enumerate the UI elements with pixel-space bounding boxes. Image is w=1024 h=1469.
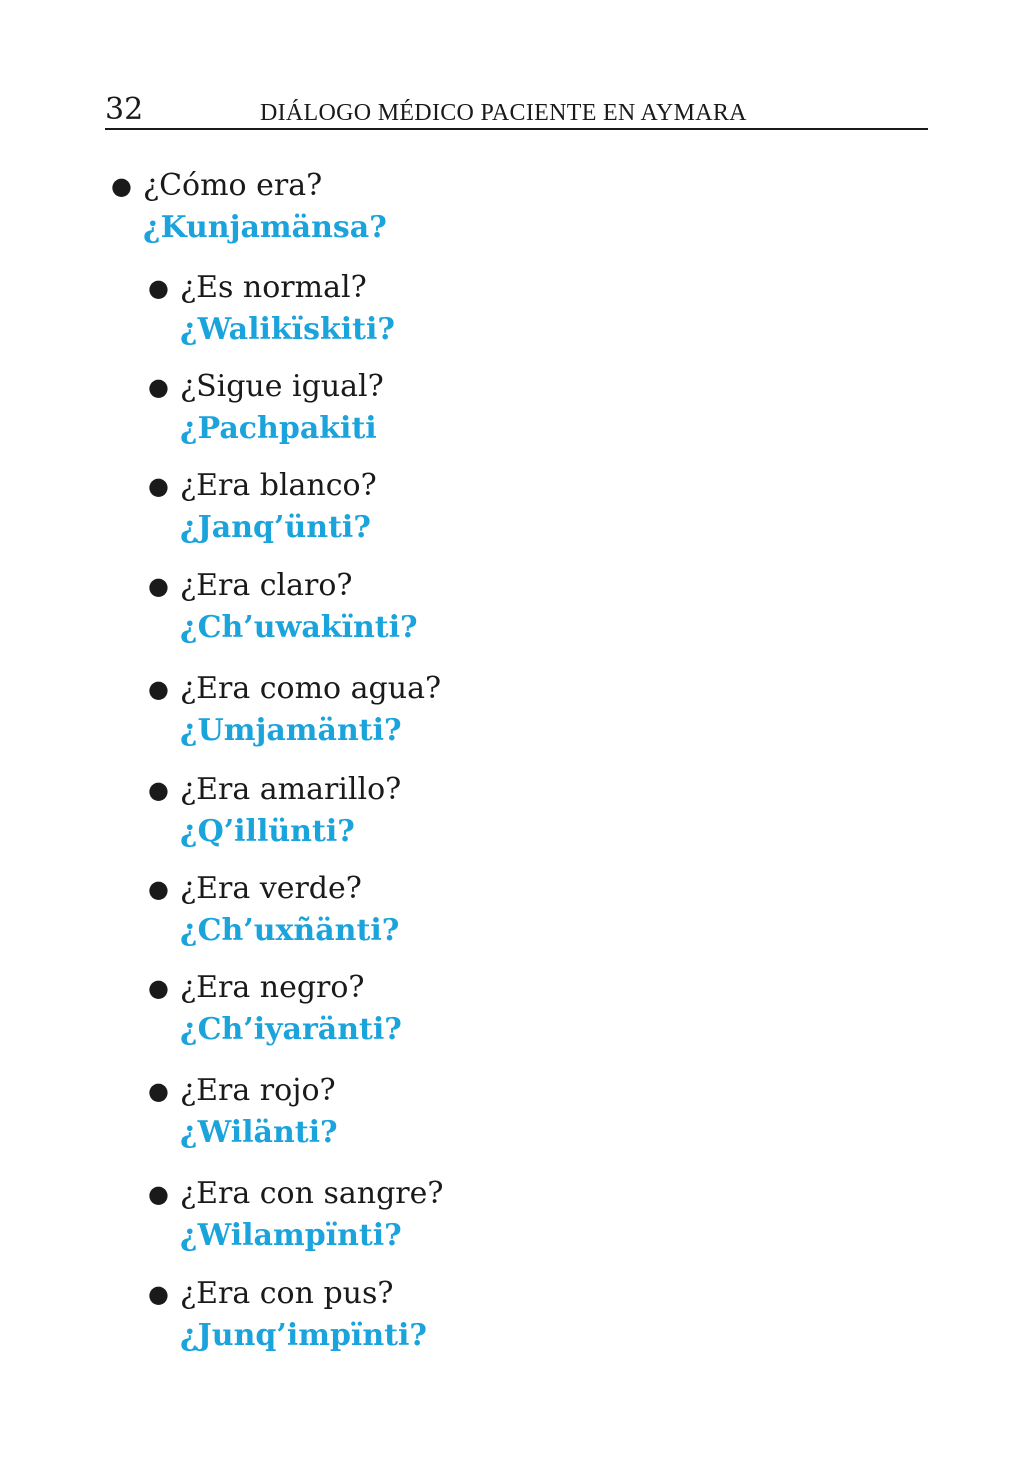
translation-aymara: ¿Q’illünti? bbox=[180, 814, 355, 849]
question-spanish: ¿Era con sangre? bbox=[180, 1176, 444, 1211]
translation-aymara: ¿Walikïskiti? bbox=[180, 312, 395, 347]
question-spanish: ¿Era blanco? bbox=[180, 468, 377, 503]
translation-aymara: ¿Ch’iyaränti? bbox=[180, 1012, 402, 1047]
list-item bbox=[148, 1274, 427, 1358]
translation-aymara: ¿Ch’uxñänti? bbox=[180, 913, 400, 948]
list-item-main bbox=[111, 166, 387, 250]
question-spanish: ¿Era con pus? bbox=[180, 1276, 394, 1311]
list-item bbox=[148, 770, 402, 854]
bullet-icon: ● bbox=[148, 675, 169, 703]
translation-aymara: ¿Janq’ünti? bbox=[180, 510, 371, 545]
list-item bbox=[148, 869, 400, 953]
list-item bbox=[148, 466, 377, 550]
translation-aymara: ¿Ch’uwakïnti? bbox=[180, 610, 418, 645]
bullet-icon: ● bbox=[148, 875, 169, 903]
bullet-icon: ● bbox=[148, 1180, 169, 1208]
bullet-icon: ● bbox=[148, 274, 169, 302]
page-header bbox=[105, 92, 928, 130]
question-spanish: ¿Era amarillo? bbox=[180, 772, 402, 807]
translation-aymara: ¿Junq’impïnti? bbox=[180, 1318, 427, 1353]
page-number: 32 bbox=[105, 92, 144, 127]
translation-aymara: ¿Pachpakiti bbox=[180, 411, 377, 446]
running-title: DIÁLOGO MÉDICO PACIENTE EN AYMARA bbox=[260, 100, 747, 126]
list-item bbox=[148, 669, 442, 753]
bullet-icon: ● bbox=[148, 572, 169, 600]
question-spanish: ¿Es normal? bbox=[180, 270, 367, 305]
question-spanish: ¿Era rojo? bbox=[180, 1073, 336, 1108]
translation-aymara: ¿Kunjamänsa? bbox=[143, 210, 387, 245]
list-item bbox=[148, 268, 395, 352]
list-item bbox=[148, 968, 402, 1052]
question-spanish: ¿Era negro? bbox=[180, 970, 365, 1005]
list-item bbox=[148, 1174, 444, 1258]
question-spanish: ¿Sigue igual? bbox=[180, 369, 384, 404]
question-spanish: ¿Era como agua? bbox=[180, 671, 442, 706]
list-item bbox=[148, 367, 384, 451]
translation-aymara: ¿Wilänti? bbox=[180, 1115, 338, 1150]
bullet-icon: ● bbox=[148, 974, 169, 1002]
bullet-icon: ● bbox=[148, 776, 169, 804]
translation-aymara: ¿Umjamänti? bbox=[180, 713, 402, 748]
list-item bbox=[148, 566, 418, 650]
bullet-icon: ● bbox=[148, 373, 169, 401]
translation-aymara: ¿Wilampïnti? bbox=[180, 1218, 402, 1253]
bullet-icon: ● bbox=[148, 1077, 169, 1105]
question-spanish: ¿Cómo era? bbox=[143, 168, 323, 203]
question-spanish: ¿Era verde? bbox=[180, 871, 362, 906]
bullet-icon: ● bbox=[148, 472, 169, 500]
bullet-icon: ● bbox=[111, 172, 132, 200]
bullet-icon: ● bbox=[148, 1280, 169, 1308]
list-item bbox=[148, 1071, 338, 1155]
question-spanish: ¿Era claro? bbox=[180, 568, 353, 603]
